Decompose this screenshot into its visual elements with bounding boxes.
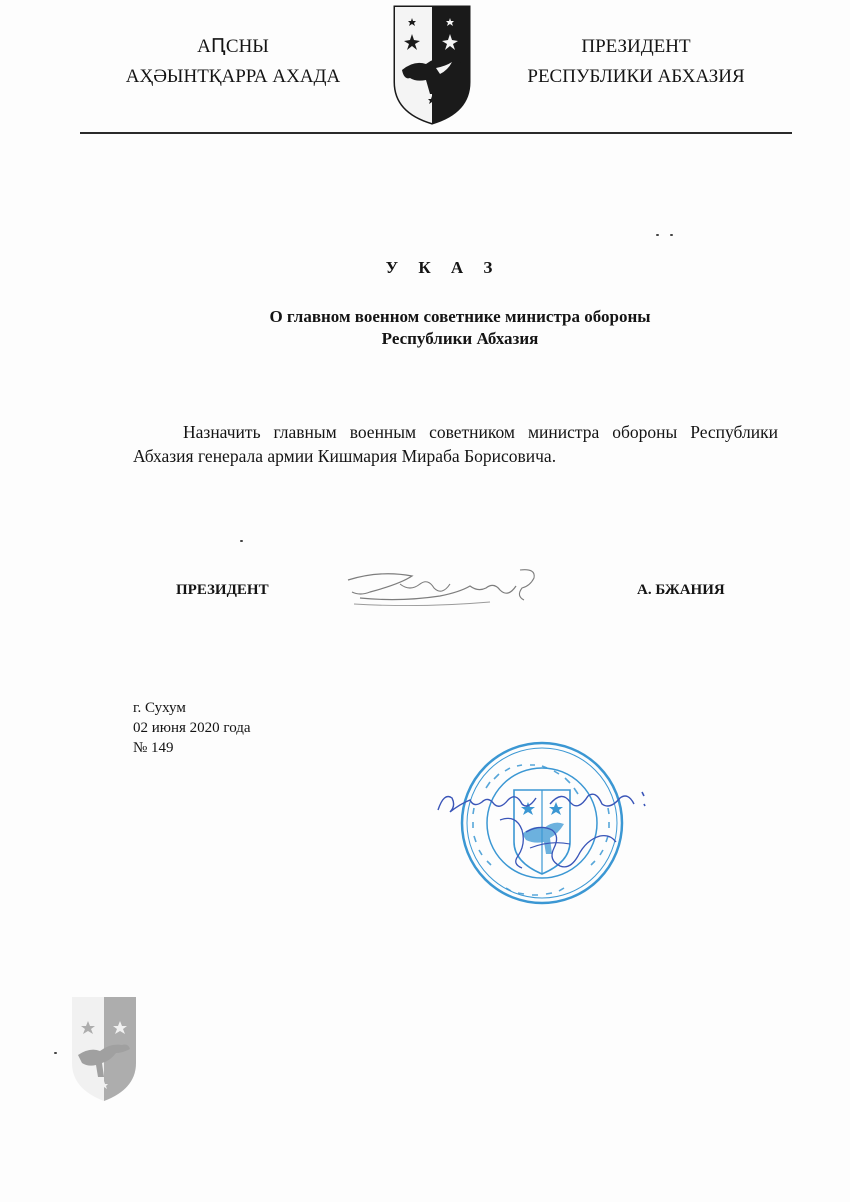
document-body: Назначить главным военным советником министра обороны Республики Абхазия генерала армии Кишмария Мираба Борисовича. — [133, 422, 778, 466]
header-divider — [80, 132, 792, 134]
coat-of-arms-icon — [392, 4, 472, 126]
scan-speck — [54, 1052, 57, 1054]
document-type: У К А З — [385, 258, 501, 277]
signatory-title: ПРЕЗИДЕНТ — [176, 582, 269, 598]
document-title-line1: О главном военном советнике министра обороны — [269, 307, 651, 326]
header-right — [512, 32, 760, 92]
header-left — [118, 32, 348, 92]
scan-speck — [240, 540, 243, 542]
issue-place: г. Сухум — [133, 700, 186, 716]
scan-speck — [670, 234, 673, 236]
handwritten-signature-icon — [340, 562, 550, 612]
watermark-emblem-icon — [70, 995, 138, 1103]
header-left-line2: АҲӘЫНТҚАРРА АХАДА — [125, 66, 341, 87]
issue-number: № 149 — [133, 740, 174, 756]
handwritten-certification-icon — [430, 770, 670, 880]
scan-speck — [656, 234, 659, 236]
issue-details — [133, 698, 251, 758]
header-right-line1: ПРЕЗИДЕНТ — [581, 36, 691, 57]
header-right-line2: РЕСПУБЛИКИ АБХАЗИЯ — [527, 66, 745, 87]
document-title — [150, 306, 770, 350]
issue-date: 02 июня 2020 года — [133, 720, 251, 736]
signatory-name: А. БЖАНИЯ — [637, 582, 725, 598]
header-left-line1: АԤСНЫ — [197, 36, 269, 57]
document-title-line2: Республики Абхазия — [381, 329, 539, 348]
